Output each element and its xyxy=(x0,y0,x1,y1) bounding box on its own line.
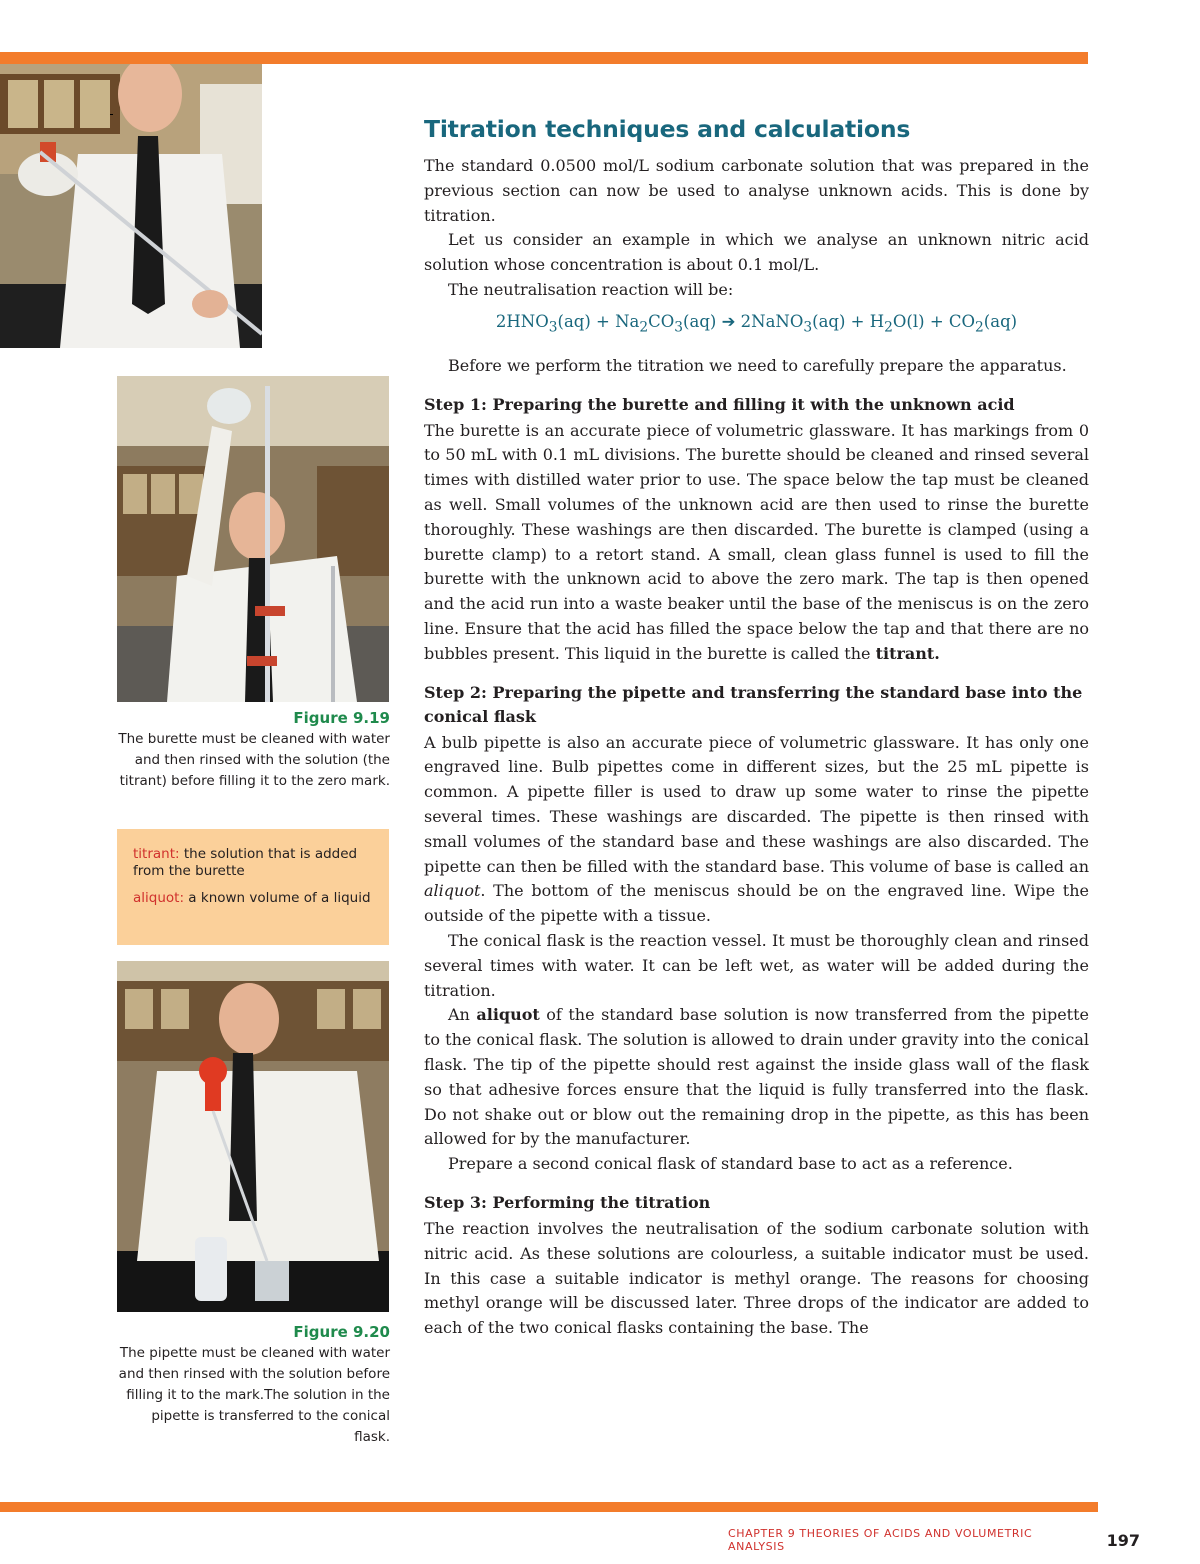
figure-caption-9-19 xyxy=(118,708,390,792)
chapter-title: CHAPTER 9 THEORIES OF ACIDS AND VOLUMETRIC ANALYSIS xyxy=(728,1527,1033,1553)
eq-subscript: 2 xyxy=(884,319,893,336)
figure-label: Figure 9.19 xyxy=(293,709,390,727)
figure-caption-9-20 xyxy=(118,1322,390,1448)
paragraph: The reaction involves the neutralisation of the sodium carbonate solution with nitric acid. As these solutions are colourless, a suitable indicator must be used. In this case a suitable indicator is methyl orange. The reasons for choosing methyl orange will be discussed later. Three drops of the indicator are added to each of the two conical flasks containing the base. The xyxy=(424,1218,1089,1338)
eq-part: (aq) xyxy=(983,311,1018,331)
step-heading: Step 2: Preparing the pipette and transferring the standard base into the conical flask xyxy=(424,682,1083,726)
page-footer xyxy=(728,1528,1140,1552)
top-accent-bar xyxy=(0,52,1088,64)
paragraph xyxy=(424,731,1089,929)
eq-part: CO xyxy=(648,311,675,331)
paragraph: The standard 0.0500 mol/L sodium carbonate solution that was prepared in the previous section can now be used to analyse unknown acids. This is done by titration. xyxy=(424,156,1089,225)
eq-part: (aq) + H xyxy=(812,311,885,331)
paragraph-text: A bulb pipette is also an accurate piece of volumetric glassware. It has only one engraved line. Bulb pipettes come in different sizes, but the 25 mL pipette is common. A pipette filler is used to draw up some water to rinse the pipette several times. These washings are discarded. The pipette is then rinsed with small volumes of the standard base and these washings are also discarded. The pipette can then be filled with the standard base. This volume of base is called an xyxy=(424,732,1089,876)
section-title: Titration techniques and calculations xyxy=(424,115,911,143)
bottom-accent-bar xyxy=(0,1502,1098,1512)
photo-pipette-transfer xyxy=(117,961,389,1312)
step-heading: Step 3: Performing the titration xyxy=(424,1192,711,1212)
figure-caption-text: The burette must be cleaned with water and then rinsed with the solution (the titrant) before filling it to the zero mark. xyxy=(118,731,390,789)
glossary-entry-aliquot xyxy=(133,890,379,907)
eq-subscript: 3 xyxy=(548,319,558,336)
eq-subscript: 2 xyxy=(639,319,649,336)
paragraph-text: of the standard base solution is now transferred from the pipette to the conical flask. The solution is allowed to drain under gravity into the conical flask. The tip of the pipette should rest against the inside glass wall of the flask so that adhesive forces ensure that the liquid is fully transferred into the flask. Do not shake out or blow out the remaining drop in the pipette, as this has been allowed for by the manufacturer. xyxy=(424,1005,1089,1149)
reaction-arrow-icon: ➔ xyxy=(721,311,736,331)
eq-subscript: 3 xyxy=(803,319,813,336)
figure-label: Figure 9.20 xyxy=(293,1323,390,1341)
chemical-equation xyxy=(424,310,1089,340)
paragraph: The conical flask is the reaction vessel. It must be thoroughly clean and rinsed several times with water. It can be left wet, as water will be added during the titration. xyxy=(424,931,1089,1000)
bold-term: aliquot xyxy=(476,1005,540,1025)
paragraph: The neutralisation reaction will be: xyxy=(448,279,734,299)
italic-term: aliquot xyxy=(424,881,481,901)
step-heading: Step 1: Preparing the burette and filling it with the unknown acid xyxy=(424,394,1015,414)
glossary-definition: the solution that is added from the burette xyxy=(133,846,358,879)
glossary-term: aliquot: xyxy=(133,890,185,906)
photo-student-burette-top xyxy=(0,64,262,348)
eq-part: 2HNO xyxy=(495,311,549,331)
paragraph-text: The burette is an accurate piece of volumetric glassware. It has markings from 0 to 50 mL with 0.1 mL divisions. The burette should be cleaned and rinsed several times with distilled water prior to use. The space below the tap must be cleaned as well. Small volumes of the unknown acid are then used to rinse the burette thoroughly. These washings are then discarded. The burette is clamped (using a burette clamp) to a retort stand. A small, clean glass funnel is used to fill the burette with the unknown acid to above the zero mark. The tap is then opened and the acid run into a waste beaker until the base of the meniscus is on the zero line. Ensure that the acid has filled the space below the tap and that there are no bubbles present. This liquid in the burette is called the xyxy=(424,420,1089,663)
paragraph: Prepare a second conical flask of standard base to act as a reference. xyxy=(448,1154,1013,1174)
glossary-box xyxy=(117,829,389,945)
glossary-term: titrant: xyxy=(133,846,180,862)
eq-part: (aq) + Na xyxy=(557,311,640,331)
paragraph xyxy=(424,419,1089,667)
page-number: 197 xyxy=(1106,1530,1140,1550)
photo-filling-burette xyxy=(117,376,389,702)
main-text-column xyxy=(424,112,1089,1341)
paragraph-text: An xyxy=(448,1005,477,1025)
glossary-definition: a known volume of a liquid xyxy=(184,890,371,906)
eq-subscript: 3 xyxy=(674,319,684,336)
eq-subscript: 2 xyxy=(975,319,984,336)
eq-part: (aq) xyxy=(683,311,717,331)
bold-term: titrant. xyxy=(875,643,940,663)
paragraph: Let us consider an example in which we analyse an unknown nitric acid solution whose concentration is about 0.1 mol/L. xyxy=(424,230,1089,275)
glossary-entry-titrant xyxy=(133,846,379,880)
paragraph: Before we perform the titration we need to carefully prepare the apparatus. xyxy=(448,355,1067,375)
eq-part: 2NaNO xyxy=(740,311,804,331)
figure-caption-text: The pipette must be cleaned with water and then rinsed with the solution before filling it to the mark.The solution in the pipette is transferred to the conical flask. xyxy=(118,1345,390,1445)
eq-part: O(l) + CO xyxy=(892,311,976,331)
paragraph xyxy=(424,1003,1089,1152)
paragraph-text: . The bottom of the meniscus should be on the engraved line. Wipe the outside of the pipette with a tissue. xyxy=(424,881,1089,926)
